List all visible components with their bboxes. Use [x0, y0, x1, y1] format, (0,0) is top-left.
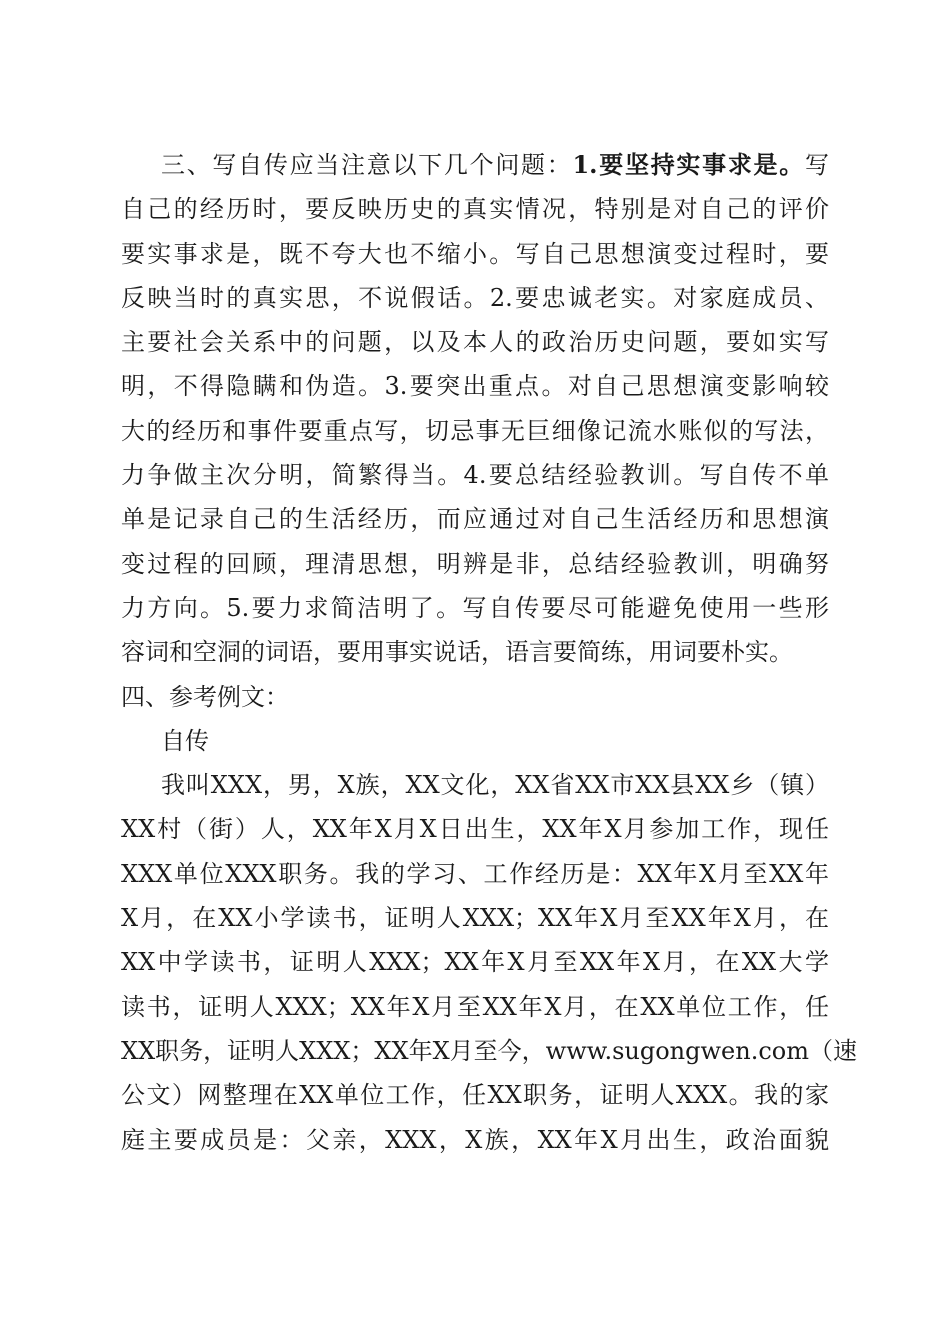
example-line: X月，在XX小学读书，证明人XXX；XX年X月至XX年X月，在	[121, 904, 829, 933]
paragraph-line: 变过程的回顾，理清思想，明辨是非，总结经验教训，明确努	[121, 549, 829, 578]
example-line: 我叫XXX，男，X族，XX文化，XX省XX市XX县XX乡（镇）	[161, 771, 829, 800]
section3-heading: 三、写自传应当注意以下几个问题：	[161, 151, 573, 179]
paragraph-line: 力争做主次分明，简繁得当。4.要总结经验教训。写自传不单	[121, 461, 829, 490]
example-line: XXX单位XXX职务。我的学习、工作经历是：XX年X月至XX年	[121, 859, 829, 888]
example-line: 公文）网整理在XX单位工作，任XX职务，证明人XXX。我的家	[121, 1081, 829, 1110]
paragraph-line: 反映当时的真实思，不说假话。2.要忠诚老实。对家庭成员、	[121, 283, 829, 312]
paragraph-line: 要实事求是，既不夸大也不缩小。写自己思想演变过程时，要	[121, 239, 829, 268]
paragraph-line: 自己的经历时，要反映历史的真实情况，特别是对自己的评价	[121, 195, 829, 224]
point1-bold: 1.要坚持实事求是。	[572, 150, 805, 179]
paragraph-line: 大的经历和事件要重点写，切忌事无巨细像记流水账似的写法，	[121, 416, 829, 445]
example-line: 读书，证明人XXX；XX年X月至XX年X月，在XX单位工作，任	[121, 992, 829, 1021]
paragraph-line: 单是记录自己的生活经历，而应通过对自己生活经历和思想演	[121, 505, 829, 534]
example-line: XX村（街）人，XX年X月X日出生，XX年X月参加工作，现任	[121, 815, 829, 844]
example-line: XX职务，证明人XXX；XX年X月至今，www.sugongwen.com（速	[121, 1036, 857, 1065]
example-title: 自传	[161, 726, 209, 755]
paragraph-line: 主要社会关系中的问题，以及本人的政治历史问题，要如实写	[121, 328, 829, 357]
paragraph-line: 力方向。5.要力求简洁明了。写自传要尽可能避免使用一些形	[121, 593, 829, 622]
paragraph-line: 明，不得隐瞒和伪造。3.要突出重点。对自己思想演变影响较	[121, 372, 829, 401]
section3-first-line	[121, 143, 829, 187]
example-line: 庭主要成员是：父亲，XXX，X族，XX年X月出生，政治面貌	[121, 1125, 829, 1154]
paragraph-line: 容词和空洞的词语，要用事实说话，语言要简练，用词要朴实。	[121, 638, 793, 667]
section4-heading: 四、参考例文：	[121, 682, 289, 711]
example-line: XX中学读书，证明人XXX；XX年X月至XX年X月，在XX大学	[121, 948, 829, 977]
line1-tail: 写	[805, 151, 829, 179]
document-body	[121, 143, 857, 1162]
